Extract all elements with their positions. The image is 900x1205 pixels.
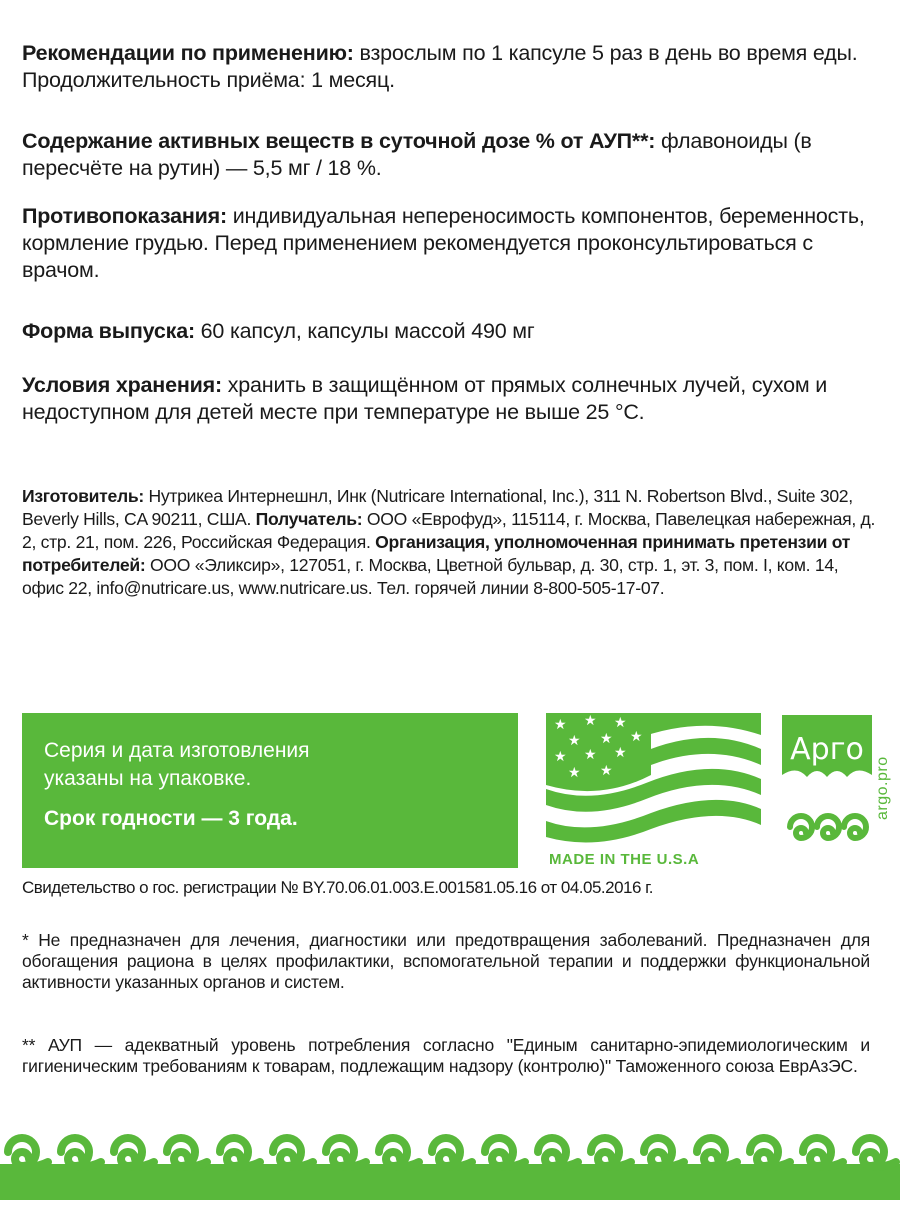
manufacturer-label: Изготовитель: [22, 486, 144, 506]
svg-text:★: ★ [554, 717, 567, 733]
claims-organization-text: ООО «Эликсир», 127051, г. Москва, Цветной бульвар, д. 30, стр. 1, эт. 3, пом. I, ком. 14, офис 22, info@nutricare.us, www.nutricare.us. Тел. горячей линии 8-800-505-17-07. [22, 555, 839, 598]
footnote-2: ** АУП — адекватный уровень потребления согласно "Единым санитарно-эпидемиологическим и гигиеническим требованиям к товарам, подлежащим надзору (контролю)" Таможенного союза ЕврАзЭС. [22, 1035, 870, 1076]
wave-spiral-icon [644, 1138, 684, 1167]
svg-text:★: ★ [614, 715, 627, 731]
argo-logo-icon [782, 715, 872, 855]
recipient-label: Получатель: [255, 509, 363, 529]
wave-spiral-icon [697, 1138, 737, 1167]
wave-spiral-icon [61, 1138, 101, 1167]
active-substances-text: флавоноиды (в пересчёте на рутин) — 5,5 мг / 18 %. [22, 129, 812, 180]
usage-paragraph [22, 40, 880, 94]
release-form-label: Форма выпуска: [22, 319, 195, 343]
wave-spiral-icon [273, 1138, 313, 1167]
svg-text:★: ★ [630, 729, 643, 745]
wave-spiral-icon [856, 1138, 896, 1167]
batch-info-line1: Серия и дата изготовления [44, 739, 310, 762]
svg-text:★: ★ [584, 713, 597, 729]
wave-spiral-icon [8, 1138, 48, 1167]
storage-label: Условия хранения: [22, 373, 222, 397]
contraindications-label: Противопоказания: [22, 204, 227, 228]
wave-spiral-icon [114, 1138, 154, 1167]
storage-text: хранить в защищённом от прямых солнечных лучей, сухом и недоступном для детей месте при температуре не выше 25 °С. [22, 373, 828, 424]
svg-text:★: ★ [568, 733, 581, 749]
usage-label: Рекомендации по применению: [22, 41, 354, 65]
wave-spiral-icon [379, 1138, 419, 1167]
svg-text:★: ★ [568, 765, 581, 781]
footnote-1: * Не предназначен для лечения, диагностики или предотвращения заболеваний. Предназначен для обогащения рациона в целях профилактики, вспомогательной терапии и поддержки функциональной активности указанных органов и систем. [22, 930, 870, 992]
wave-spiral-icon [220, 1138, 260, 1167]
wave-spiral-icon [803, 1138, 843, 1167]
batch-info-line2: указаны на упаковке. [44, 767, 252, 790]
wave-spiral-icon [538, 1138, 578, 1167]
release-form-paragraph [22, 318, 880, 345]
usa-flag-icon [546, 713, 761, 853]
wave-spiral-icon [485, 1138, 525, 1167]
wave-ornament-band [0, 1112, 900, 1200]
contraindications-paragraph [22, 203, 880, 284]
wave-ornament-icon [0, 1112, 900, 1200]
release-form-text: 60 капсул, капсулы массой 490 мг [194, 319, 535, 343]
contraindications-text: индивидуальная непереносимость компонентов, беременность, кормление грудью. Перед применением рекомендуется проконсультироваться с врачом. [22, 204, 865, 282]
svg-text:★: ★ [614, 745, 627, 761]
wave-spiral-icon [167, 1138, 207, 1167]
registration-certificate: Свидетельство о гос. регистрации № BY.70.06.01.003.E.001581.05.16 от 04.05.2016 г. [22, 878, 654, 897]
svg-text:★: ★ [600, 731, 613, 747]
wave-spiral-icon [591, 1138, 631, 1167]
argo-logo [782, 715, 872, 855]
wave-spiral-icon [326, 1138, 366, 1167]
wave-spiral-icon [432, 1138, 472, 1167]
storage-paragraph [22, 372, 880, 426]
svg-text:★: ★ [584, 747, 597, 763]
recipient-text: ООО «Еврофуд», 115114, г. Москва, Павелецкая набережная, д. 2, стр. 21, пом. 226, Российская Федерация. [22, 509, 876, 552]
wave-spiral-icon [750, 1138, 790, 1167]
active-substances-paragraph [22, 128, 880, 182]
manufacturer-text: Нутрикеа Интернешнл, Инк (Nutricare International, Inc.), 311 N. Robertson Blvd., Suite 302, Beverly Hills, CA 90211, США. [22, 486, 853, 529]
argo-website [870, 720, 896, 830]
usage-text: взрослым по 1 капсуле 5 раз в день во время еды. Продолжительность приёма: 1 месяц. [22, 41, 858, 92]
claims-organization-label: Организация, уполномоченная принимать претензии от потребителей: [22, 532, 851, 575]
usa-flag-logo [546, 713, 761, 868]
argo-website-text: argo.pro [874, 756, 891, 820]
active-substances-label: Содержание активных веществ в суточной дозе % от АУП**: [22, 129, 656, 153]
svg-text:★: ★ [600, 763, 613, 779]
shelf-life-text: Срок годности — 3 года. [44, 807, 298, 830]
svg-text:★: ★ [554, 749, 567, 765]
argo-logo-text: Арго [790, 732, 864, 767]
company-info-paragraph [22, 485, 880, 600]
batch-info-box [22, 713, 518, 868]
made-in-usa-text: MADE IN THE U.S.A [549, 851, 700, 868]
